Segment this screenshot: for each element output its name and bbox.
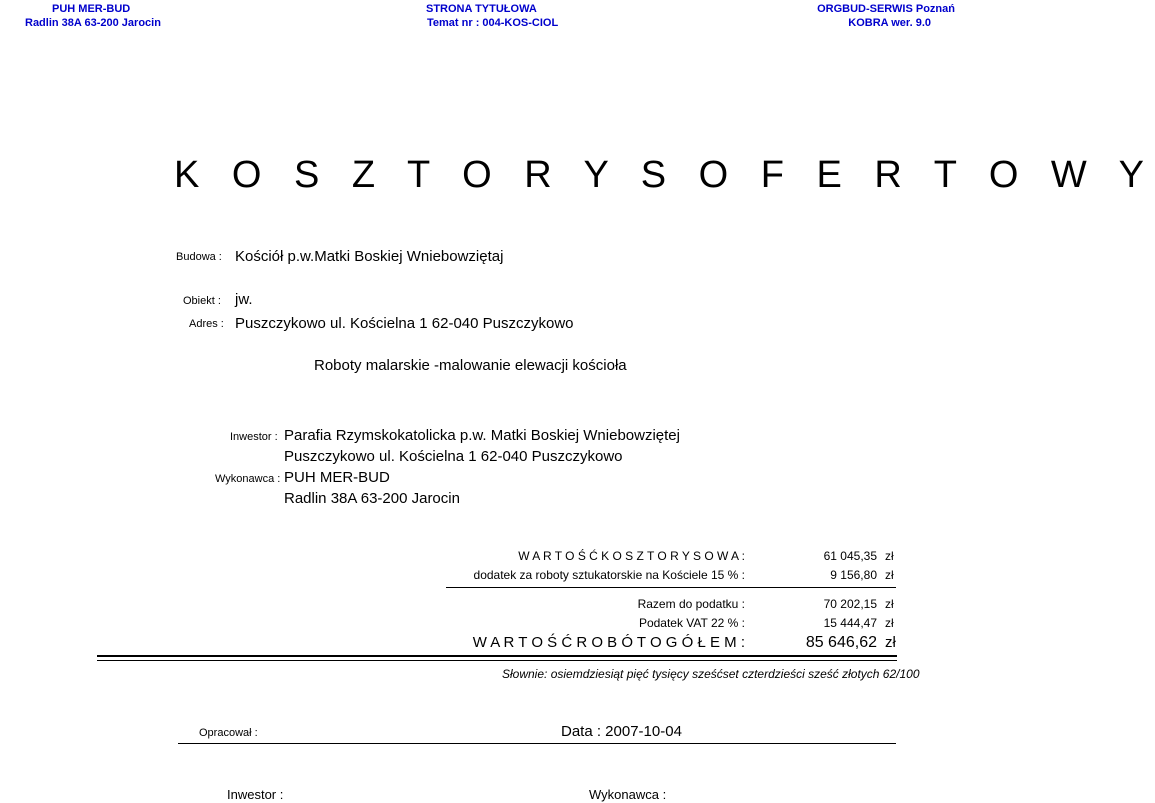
signature-wykonawca-label: Wykonawca :	[589, 787, 667, 802]
footer-divider	[178, 743, 896, 744]
wartosc-currency: zł	[885, 549, 894, 563]
header-software-version: KOBRA wer. 9.0	[848, 17, 931, 29]
ogolem-currency: zł	[885, 634, 896, 651]
dodatek-label: dodatek za roboty sztukatorskie na Kościele 15 % :	[473, 568, 745, 582]
scope-of-work: Roboty malarskie -malowanie elewacji kościoła	[314, 357, 627, 374]
wykonawca-name: PUH MER-BUD	[284, 469, 390, 486]
document-title: K O S Z T O R Y S O F E R T O W Y	[174, 154, 1155, 196]
inwestor-name: Parafia Rzymskokatolicka p.w. Matki Boskiej Wniebowziętej	[284, 427, 680, 444]
razem-label: Razem do podatku :	[637, 597, 745, 611]
vat-currency: zł	[885, 616, 894, 630]
slownie-text: Słownie: osiemdziesiąt pięć tysięcy sześćset czterdzieści sześć złotych 62/100	[502, 667, 920, 681]
adres-label: Adres :	[189, 318, 224, 330]
wykonawca-address: Radlin 38A 63-200 Jarocin	[284, 490, 460, 507]
signature-inwestor-label: Inwestor :	[227, 787, 284, 802]
document-date: Data : 2007-10-04	[561, 723, 682, 740]
header-page-title: STRONA TYTUŁOWA	[426, 3, 537, 15]
vat-value: 15 444,47	[823, 616, 877, 630]
obiekt-label: Obiekt :	[183, 295, 221, 307]
inwestor-address: Puszczykowo ul. Kościelna 1 62-040 Puszczykowo	[284, 448, 623, 465]
wartosc-ogolem-label: W A R T O Ś Ć R O B Ó T O G Ó Ł E M :	[472, 634, 745, 651]
inwestor-label: Inwestor :	[230, 431, 278, 443]
vat-label: Podatek VAT 22 % :	[638, 616, 745, 630]
obiekt-value: jw.	[235, 291, 253, 308]
dodatek-currency: zł	[885, 568, 894, 582]
budowa-value: Kościół p.w.Matki Boskiej Wniebowziętaj	[235, 248, 504, 265]
double-rule-bottom	[97, 660, 897, 661]
header-company-address: Radlin 38A 63-200 Jarocin	[25, 17, 161, 29]
razem-value: 70 202,15	[823, 597, 877, 611]
header-software-vendor: ORGBUD-SERWIS Poznań	[817, 3, 955, 15]
wartosc-kosztorysowa-value: 61 045,35	[823, 549, 877, 563]
wartosc-kosztorysowa-label: W A R T O Ś Ć K O S Z T O R Y S O W A :	[518, 549, 745, 563]
summary-divider	[446, 587, 896, 588]
razem-currency: zł	[885, 597, 894, 611]
wartosc-ogolem-value: 85 646,62	[805, 634, 877, 651]
opracowal-label: Opracował :	[199, 727, 258, 739]
budowa-label: Budowa :	[176, 251, 222, 263]
dodatek-value: 9 156,80	[830, 568, 877, 582]
header-topic: Temat nr : 004-KOS-CIOL	[427, 17, 559, 29]
adres-value: Puszczykowo ul. Kościelna 1 62-040 Puszczykowo	[235, 315, 574, 332]
wykonawca-label: Wykonawca :	[215, 473, 281, 485]
header-company-name: PUH MER-BUD	[52, 3, 131, 15]
double-rule-top	[97, 655, 897, 657]
